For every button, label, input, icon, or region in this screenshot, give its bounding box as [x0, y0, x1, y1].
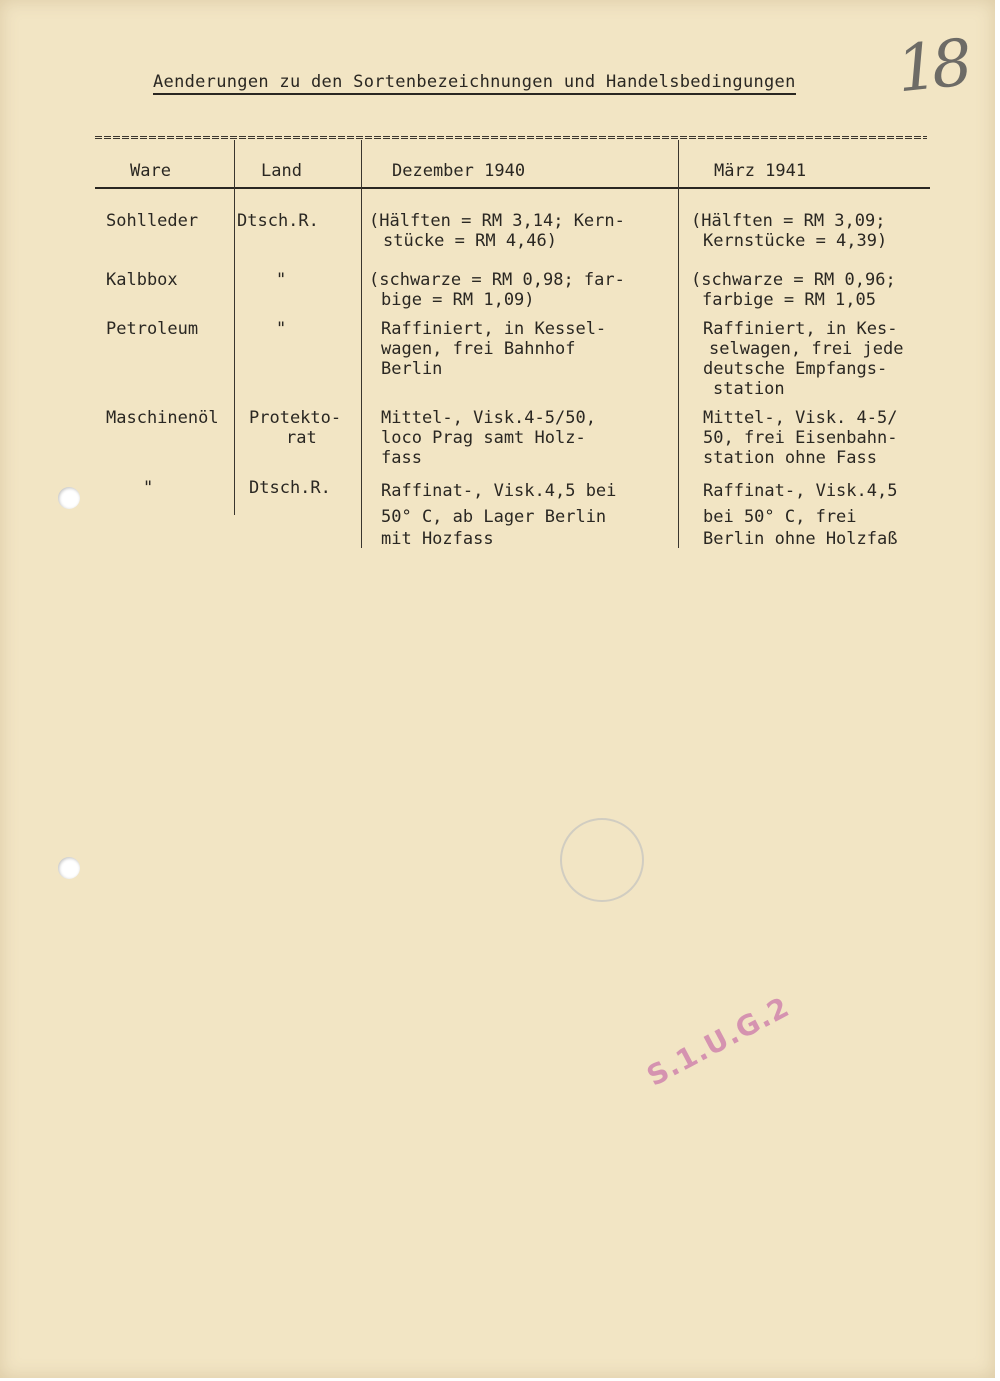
table-top-rule	[95, 136, 927, 139]
column-divider-3	[678, 140, 679, 548]
cell-line: (schwarze = RM 0,96;	[691, 270, 896, 290]
row-raffinat-dez1940	[381, 478, 616, 548]
row-sohlleder-maerz1941	[691, 211, 887, 251]
row-kalbbox-maerz1941	[691, 270, 896, 310]
cell-line: rat	[286, 428, 317, 448]
cell-line: Protekto-	[249, 408, 342, 428]
cell-line: (Hälften = RM 3,14; Kern-	[369, 211, 625, 231]
cell-line: Mittel-, Visk. 4-5/	[703, 408, 898, 428]
header-dezember-1940: Dezember 1940	[392, 161, 526, 181]
row-sohlleder-ware: Sohlleder	[106, 211, 199, 231]
cell-line: bei 50° C, frei	[703, 507, 857, 527]
cell-line: mit Hozfass	[381, 529, 494, 549]
row-sohlleder-land: Dtsch.R.	[237, 211, 319, 231]
page-number: 18	[893, 26, 971, 108]
row-maschinenoel-maerz1941	[703, 408, 897, 468]
cell-line: 50° C, ab Lager Berlin	[381, 507, 607, 527]
archive-stamp: S.1.U.G.2	[641, 990, 795, 1093]
row-sohlleder-dez1940	[369, 211, 625, 251]
row-raffinat-ware: "	[143, 478, 154, 498]
column-divider-2	[361, 140, 362, 548]
cell-line: farbige = RM 1,05	[702, 290, 876, 310]
row-petroleum-dez1940	[381, 319, 606, 379]
column-divider-1	[234, 140, 235, 515]
cell-line: Raffinat-, Visk.4,5	[703, 481, 898, 501]
punch-hole-bottom	[58, 857, 80, 879]
row-kalbbox-land: "	[276, 270, 287, 290]
cell-line: Berlin ohne Holzfaß	[703, 529, 898, 549]
cell-line: station ohne Fass	[703, 448, 877, 468]
cell-line: stücke = RM 4,46)	[383, 231, 557, 251]
row-kalbbox-dez1940	[369, 270, 625, 310]
cell-line: station	[713, 379, 785, 399]
cell-line: (Hälften = RM 3,09;	[691, 211, 886, 231]
cell-line: (schwarze = RM 0,98; far-	[369, 270, 625, 290]
cell-line: deutsche Empfangs-	[703, 359, 888, 379]
cell-line: fass	[381, 448, 422, 468]
cell-line: Raffiniert, in Kessel-	[381, 319, 607, 339]
document-title: Aenderungen zu den Sortenbezeichnungen und Handelsbedingungen	[153, 72, 796, 95]
table-header-rule	[95, 187, 930, 189]
cell-line: Kernstücke = 4,39)	[703, 231, 888, 251]
row-maschinenoel-dez1940	[381, 408, 596, 468]
row-raffinat-land: Dtsch.R.	[249, 478, 331, 498]
cell-line: loco Prag samt Holz-	[381, 428, 586, 448]
cell-line: Mittel-, Visk.4-5/50,	[381, 408, 596, 428]
cell-line: Raffinat-, Visk.4,5 bei	[381, 481, 617, 501]
cell-line: Raffiniert, in Kes-	[703, 319, 898, 339]
row-petroleum-ware: Petroleum	[106, 319, 199, 339]
header-land: Land	[261, 161, 302, 181]
cell-line: wagen, frei Bahnhof	[381, 339, 576, 359]
row-maschinenoel-land	[249, 408, 341, 448]
cell-line: bige = RM 1,09)	[381, 290, 535, 310]
punch-hole-top	[58, 487, 80, 509]
row-petroleum-land: "	[276, 319, 287, 339]
row-kalbbox-ware: Kalbbox	[106, 270, 178, 290]
row-raffinat-maerz1941	[703, 478, 897, 548]
cell-line: 50, frei Eisenbahn-	[703, 428, 898, 448]
header-ware: Ware	[130, 161, 171, 181]
header-maerz-1941: März 1941	[714, 161, 807, 181]
faded-stamp	[560, 818, 644, 902]
cell-line: selwagen, frei jede	[709, 339, 904, 359]
cell-line: Berlin	[381, 359, 443, 379]
row-petroleum-maerz1941	[703, 319, 903, 399]
row-maschinenoel-ware: Maschinenöl	[106, 408, 219, 428]
